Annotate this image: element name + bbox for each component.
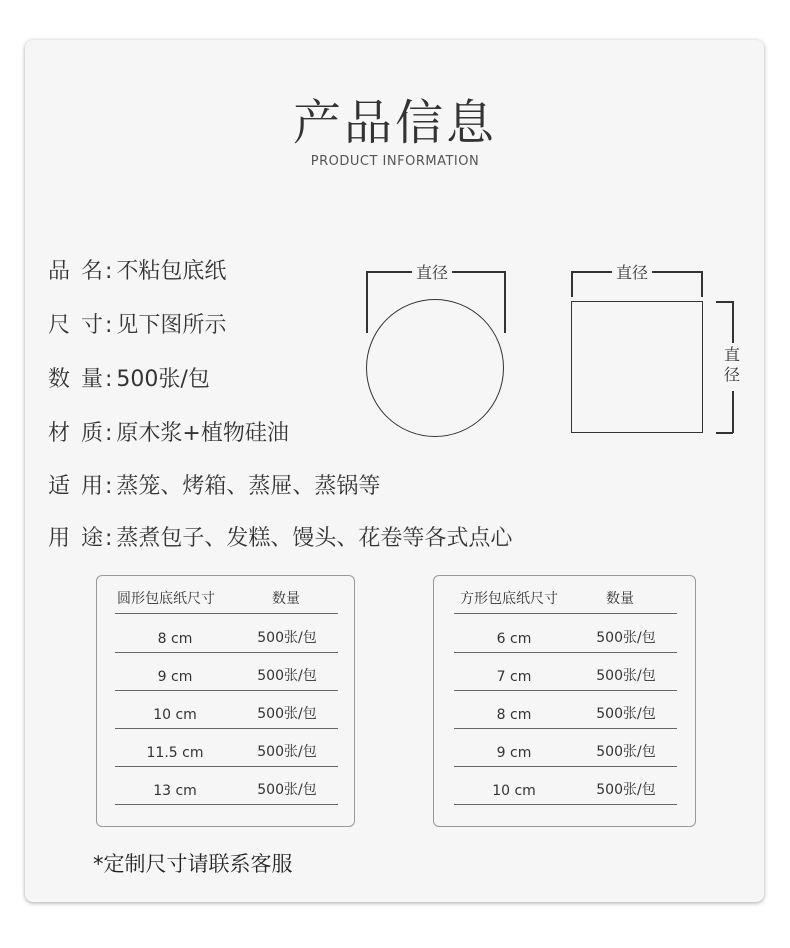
size-cell: 10 cm: [153, 707, 197, 723]
size-cell: 13 cm: [153, 783, 197, 799]
qty-cell: 500张/包: [257, 630, 317, 646]
custom-size-note: *定制尺寸请联系客服: [93, 852, 293, 876]
table-row: [454, 766, 677, 805]
info-label: 材 质: [48, 421, 105, 446]
size-cell: 6 cm: [496, 631, 532, 647]
info-label: 尺 寸: [48, 313, 105, 338]
info-value: 不粘包底纸: [116, 259, 227, 284]
table-row: [454, 690, 677, 729]
dimension-tick: [571, 271, 573, 297]
page-subtitle: PRODUCT INFORMATION: [310, 154, 480, 169]
size-cell: 8 cm: [496, 707, 532, 723]
info-value: 蒸煮包子、发糕、馒头、花卷等各式点心: [116, 526, 513, 551]
info-value: 见下图所示: [116, 313, 227, 338]
square-paper-shape: [571, 301, 703, 433]
table-row: [454, 652, 677, 691]
table-row: [115, 652, 338, 691]
info-label: 用 途: [48, 526, 105, 551]
table-header-qty: 数量: [606, 591, 634, 607]
qty-cell: 500张/包: [596, 782, 656, 798]
dimension-line: [732, 391, 734, 433]
info-row-name: 品 名: 不粘包底纸: [48, 259, 227, 284]
table-row: [115, 766, 338, 805]
size-cell: 9 cm: [496, 745, 532, 761]
square-size-table: [433, 575, 696, 827]
round-size-table: [96, 575, 355, 827]
qty-cell: 500张/包: [257, 706, 317, 722]
table-row: [115, 728, 338, 767]
qty-cell: 500张/包: [596, 744, 656, 760]
size-cell: 11.5 cm: [146, 745, 204, 761]
qty-cell: 500张/包: [257, 744, 317, 760]
info-label: 适 用: [48, 474, 105, 499]
dimension-tick: [504, 271, 506, 333]
info-row-quantity: 数 量: 500张/包: [48, 367, 210, 392]
circle-diameter-label: 直径: [412, 260, 452, 283]
size-cell: 10 cm: [492, 783, 536, 799]
size-cell: 9 cm: [157, 669, 193, 685]
dimension-line: [732, 301, 734, 343]
table-header-size: 圆形包底纸尺寸: [117, 591, 215, 607]
qty-cell: 500张/包: [596, 668, 656, 684]
info-row-applicable: 适 用: 蒸笼、烤箱、蒸屉、蒸锅等: [48, 474, 381, 499]
square-side-label: 直径: [723, 345, 740, 384]
info-row-usage: 用 途: 蒸煮包子、发糕、馒头、花卷等各式点心: [48, 526, 513, 551]
dimension-tick: [366, 271, 368, 333]
square-top-label: 直径: [612, 260, 652, 283]
dimension-tick: [716, 432, 733, 434]
table-row: [454, 728, 677, 767]
size-cell: 8 cm: [157, 631, 193, 647]
qty-cell: 500张/包: [257, 668, 317, 684]
info-value: 500张/包: [116, 367, 210, 392]
size-cell: 7 cm: [496, 669, 532, 685]
page-title: 产品信息: [292, 95, 497, 151]
qty-cell: 500张/包: [596, 630, 656, 646]
info-value: 蒸笼、烤箱、蒸屉、蒸锅等: [116, 474, 381, 499]
table-row: [115, 614, 338, 653]
table-header-qty: 数量: [272, 591, 300, 607]
info-label: 数 量: [48, 367, 105, 392]
info-row-material: 材 质: 原木浆+植物硅油: [48, 421, 289, 446]
table-row: [115, 690, 338, 729]
qty-cell: 500张/包: [596, 706, 656, 722]
qty-cell: 500张/包: [257, 782, 317, 798]
info-value: 原木浆+植物硅油: [116, 421, 289, 446]
info-row-size: 尺 寸: 见下图所示: [48, 313, 227, 338]
info-label: 品 名: [48, 259, 105, 284]
table-header-size: 方形包底纸尺寸: [460, 591, 558, 607]
dimension-tick: [716, 301, 733, 303]
table-row: [454, 614, 677, 653]
round-paper-shape: [366, 299, 504, 437]
dimension-tick: [701, 271, 703, 297]
